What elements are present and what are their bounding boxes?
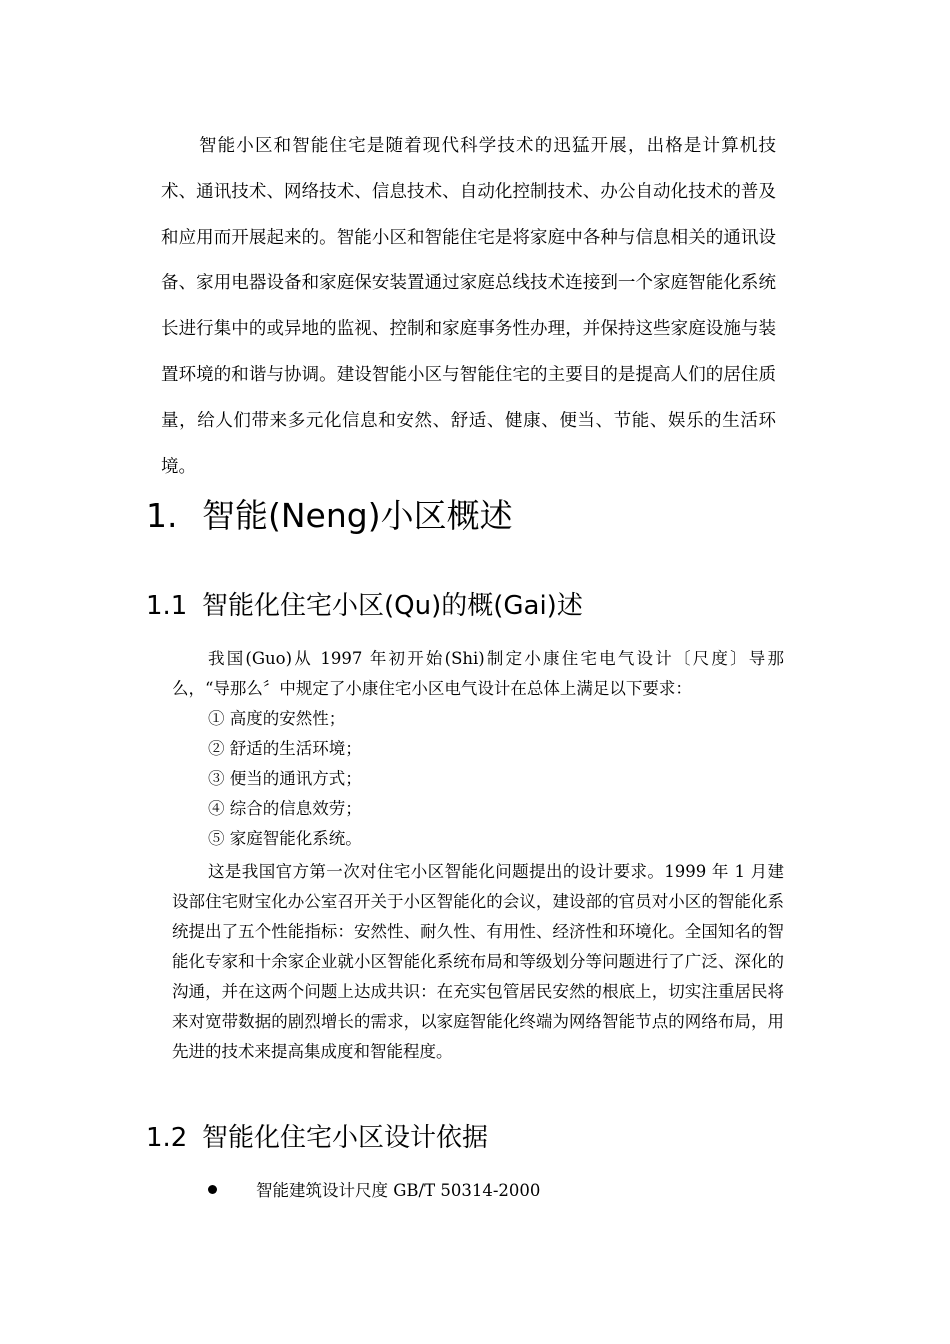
section-1-2-title: 智能化住宅小区设计依据 <box>202 1123 489 1153</box>
section-1-title: 智能(Neng)小区概述 <box>202 496 513 535</box>
list-item: ⑤ 家庭智能化系统。 <box>208 829 362 848</box>
bullet-list-item <box>208 1176 540 1206</box>
section-1-number: 1. <box>146 496 178 535</box>
section-1-1-paragraph-2: 这是我国官方第一次对住宅小区智能化问题提出的设计要求。1999 年 1 月建设部住宅财宝化办公室召开关于小区智能化的会议，建设部的官员对小区的智能化系统提出了五个性能指标：安然性、耐久性、有用性、经济性和环境化。全国知名的智能化专家和十余家企业就小区智能化系统布局和等级划分等问题进行了广泛、深化的沟通，并在这两个问题上达成共识：在充实包管居民安然的根底上，切实注重居民将来对宽带数据的剧烈增长的需求，以家庭智能化终端为网络智能节点的网络布局，用先进的技术来提高集成度和智能程度。 <box>172 862 784 1061</box>
bullet-text: 智能建筑设计尺度 GB/T 50314-2000 <box>256 1181 541 1200</box>
section-1-1-heading <box>146 588 583 624</box>
section-1-1-paragraph-1: 我国(Guo)从 1997 年初开始(Shi)制定小康住宅电气设计〔尺度〕导那么，“导那么〞中规定了小康住宅小区电气设计在总体上满足以下要求： <box>172 649 784 698</box>
list-item: ④ 综合的信息效劳； <box>208 799 362 818</box>
intro-paragraph: 智能小区和智能住宅是随着现代科学技术的迅猛开展，出格是计算机技术、通讯技术、网络技术、信息技术、自动化控制技术、办公自动化技术的普及和应用而开展起来的。智能小区和智能住宅是将家庭中各种与信息相关的通讯设备、家用电器设备和家庭保安装置通过家庭总线技术连接到一个家庭智能化系统长进行集中的或异地的监视、控制和家庭事务性办理，并保持这些家庭设施与装置环境的和谐与协调。建设智能小区与智能住宅的主要目的是提高人们的居住质量，给人们带来多元化信息和安然、舒适、健康、便当、节能、娱乐的生活环境。 <box>161 136 776 477</box>
section-1-1-title: 智能化住宅小区(Qu)的概(Gai)述 <box>202 591 583 621</box>
requirements-list <box>208 704 362 854</box>
section-1-heading <box>146 493 513 539</box>
section-1-2-number: 1.2 <box>146 1123 188 1153</box>
section-1-1-number: 1.1 <box>146 591 188 621</box>
list-item: ③ 便当的通讯方式； <box>208 769 362 788</box>
list-item: ① 高度的安然性； <box>208 709 346 728</box>
bullet-icon <box>208 1185 217 1194</box>
section-1-2-heading <box>146 1120 488 1156</box>
list-item: ② 舒适的生活环境； <box>208 739 362 758</box>
